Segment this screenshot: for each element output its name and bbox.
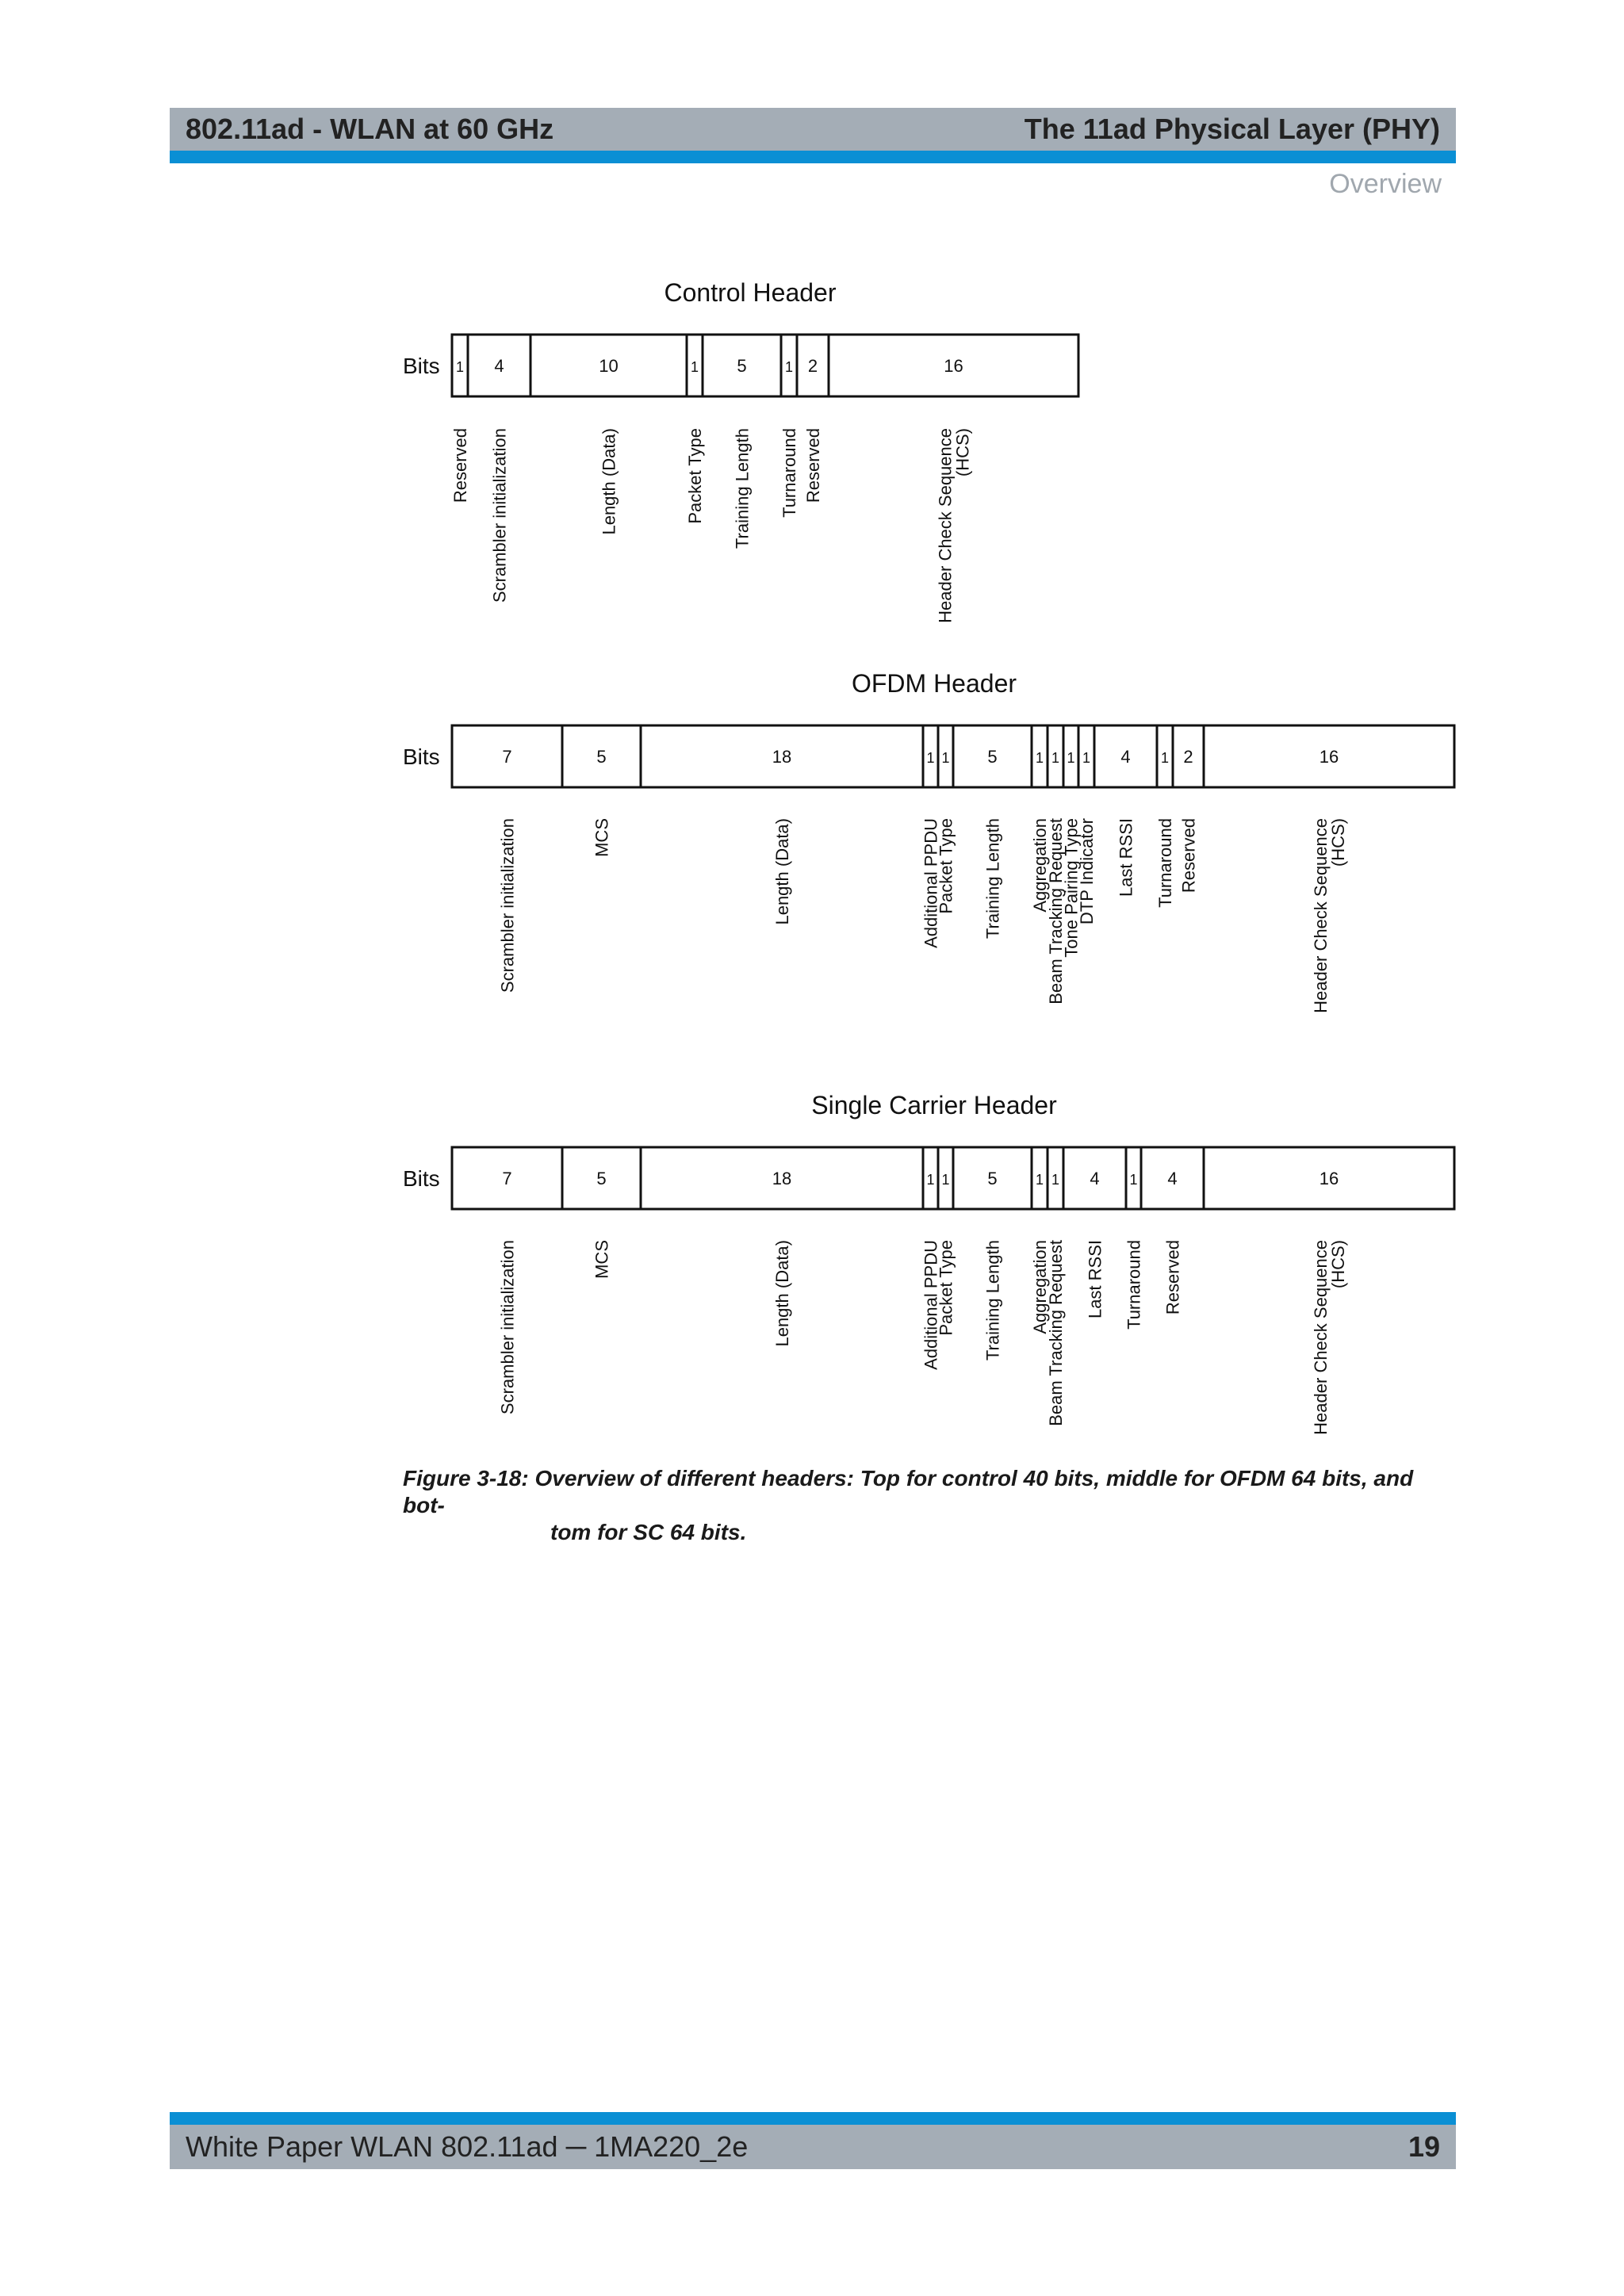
field-label: Reserved xyxy=(1162,1240,1183,1315)
field-label: Header Check Sequence xyxy=(935,428,956,623)
field-label: Last RSSI xyxy=(1085,1240,1105,1319)
field-bits: 10 xyxy=(599,356,619,376)
field-bits: 5 xyxy=(987,747,998,767)
field-label: Beam Tracking Request xyxy=(1046,818,1066,1004)
header-left-title: 802.11ad - WLAN at 60 GHz xyxy=(186,113,554,145)
field-label: Reserved xyxy=(1178,818,1199,894)
field-label: Training Length xyxy=(732,428,753,549)
field-label: (HCS) xyxy=(952,428,973,477)
field-bits: 1 xyxy=(784,359,794,375)
field-label: Additional PPDU xyxy=(921,1240,941,1370)
bits-label: Bits xyxy=(403,744,440,769)
figure-caption xyxy=(403,1465,1457,1546)
field-bits: 4 xyxy=(494,356,504,376)
field-bits: 1 xyxy=(455,359,465,375)
field-label: (HCS) xyxy=(1328,1240,1348,1289)
bits-label: Bits xyxy=(403,1166,440,1191)
footer-doc-title: White Paper WLAN 802.11ad ─ 1MA220_2e xyxy=(186,2130,749,2163)
diagram-2 xyxy=(403,669,1454,1013)
field-bits: 1 xyxy=(1035,1172,1044,1188)
field-bits: 7 xyxy=(502,1169,512,1188)
field-label: Reserved xyxy=(803,428,823,503)
field-label: (HCS) xyxy=(1328,818,1348,867)
field-bits: 1 xyxy=(1129,1172,1138,1188)
field-bits: 1 xyxy=(926,750,935,766)
field-label: Turnaround xyxy=(1124,1240,1144,1330)
field-label: Additional PPDU xyxy=(921,818,941,948)
field-bits: 1 xyxy=(1067,750,1075,766)
page-number: 19 xyxy=(1408,2130,1440,2163)
diagram-title: Single Carrier Header xyxy=(811,1091,1057,1119)
field-label: Aggregation xyxy=(1030,1240,1050,1334)
field-bits: 1 xyxy=(1051,750,1060,766)
field-bits: 1 xyxy=(1160,750,1170,766)
field-bits: 1 xyxy=(926,1172,935,1188)
field-bits: 18 xyxy=(772,747,792,767)
field-bits: 1 xyxy=(941,750,950,766)
field-frame xyxy=(452,335,1078,396)
field-label: Turnaround xyxy=(779,428,799,518)
field-bits: 2 xyxy=(1183,747,1193,767)
field-bits: 1 xyxy=(1082,750,1091,766)
field-label: Scrambler initialization xyxy=(497,1240,518,1415)
field-label: Tone Pairing Type xyxy=(1061,818,1082,958)
field-label: Scrambler initialization xyxy=(497,818,518,993)
field-bits: 2 xyxy=(807,356,818,376)
caption-line-1: Figure 3-18: Overview of different headers: Top for control 40 bits, middle for OFDM 64 bits, and bot- xyxy=(403,1466,1414,1517)
field-label: DTP Indicator xyxy=(1077,818,1097,925)
field-bits: 4 xyxy=(1090,1169,1100,1188)
field-label: Length (Data) xyxy=(772,1240,792,1347)
field-bits: 1 xyxy=(690,359,699,375)
field-label: Reserved xyxy=(450,428,470,503)
field-bits: 18 xyxy=(772,1169,792,1188)
field-bits: 5 xyxy=(987,1169,998,1188)
footer-rule xyxy=(170,2112,1456,2125)
field-label: Training Length xyxy=(982,818,1003,939)
field-bits: 5 xyxy=(596,747,607,767)
field-label: Packet Type xyxy=(936,1240,956,1336)
field-label: Length (Data) xyxy=(599,428,619,535)
diagram-title: Control Header xyxy=(664,278,837,307)
diagram-3 xyxy=(403,1091,1454,1435)
field-bits: 16 xyxy=(1319,1169,1339,1188)
field-label: Aggregation xyxy=(1030,818,1050,913)
field-label: Beam Tracking Request xyxy=(1046,1240,1066,1426)
field-bits: 16 xyxy=(944,356,963,376)
field-label: Packet Type xyxy=(685,428,705,524)
field-bits: 1 xyxy=(1035,750,1044,766)
field-label: Last RSSI xyxy=(1116,818,1136,897)
field-label: Packet Type xyxy=(936,818,956,914)
field-label: MCS xyxy=(592,818,612,857)
field-bits: 4 xyxy=(1120,747,1131,767)
diagram-title: OFDM Header xyxy=(851,669,1017,698)
field-label: Scrambler initialization xyxy=(489,428,510,603)
field-bits: 4 xyxy=(1167,1169,1178,1188)
field-bits: 5 xyxy=(596,1169,607,1188)
field-label: Header Check Sequence xyxy=(1311,1240,1331,1435)
field-bits: 7 xyxy=(502,747,512,767)
field-bits: 5 xyxy=(737,356,747,376)
field-label: Header Check Sequence xyxy=(1311,818,1331,1013)
field-label: Turnaround xyxy=(1155,818,1175,908)
section-label: Overview xyxy=(1329,169,1442,199)
field-label: Length (Data) xyxy=(772,818,792,925)
header-right-title: The 11ad Physical Layer (PHY) xyxy=(1024,113,1440,145)
caption-line-2: tom for SC 64 bits. xyxy=(550,1520,747,1544)
field-label: Training Length xyxy=(982,1240,1003,1361)
field-bits: 1 xyxy=(1051,1172,1060,1188)
field-bits: 16 xyxy=(1319,747,1339,767)
diagram-1 xyxy=(403,278,1078,623)
field-label: MCS xyxy=(592,1240,612,1279)
page-footer-band xyxy=(170,2125,1456,2169)
field-bits: 1 xyxy=(941,1172,950,1188)
bits-label: Bits xyxy=(403,354,440,378)
